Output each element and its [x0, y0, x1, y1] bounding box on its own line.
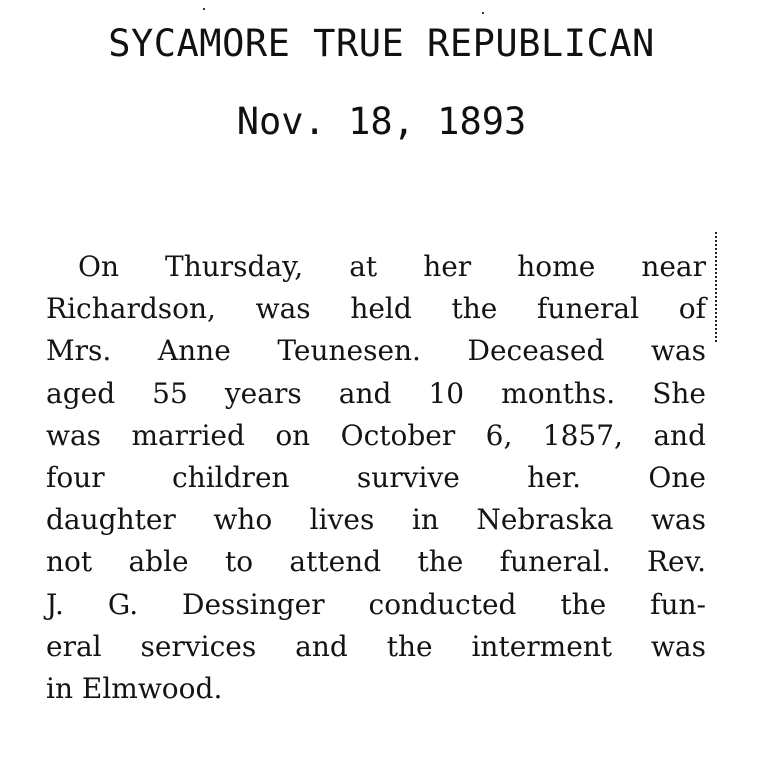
article-line: daughter who lives in Nebraska was: [46, 503, 706, 537]
article-line: On Thursday, at her home near: [78, 250, 706, 283]
article-line: Mrs. Anne Teunesen. Deceased was: [46, 334, 706, 368]
article-line: eral services and the interment was: [46, 629, 706, 663]
article-line: was married on October 6, 1857, and: [46, 418, 706, 452]
article-line: Richardson, was held the funeral of: [46, 292, 706, 326]
article-line: aged 55 years and 10 months. She: [46, 376, 706, 410]
column-rule: [715, 232, 717, 342]
article-line: in Elmwood.: [46, 671, 223, 705]
publication-date: Nov. 18, 1893: [236, 100, 527, 143]
print-speck: [203, 8, 205, 10]
article-line: not able to attend the funeral. Rev.: [46, 545, 706, 579]
article-line: four children survive her. One: [46, 460, 706, 494]
print-speck: [482, 12, 484, 14]
obituary-article: [46, 246, 706, 710]
article-line: J. G. Dessinger conducted the fun-: [46, 587, 706, 621]
newspaper-name: SYCAMORE TRUE REPUBLICAN: [108, 22, 655, 65]
